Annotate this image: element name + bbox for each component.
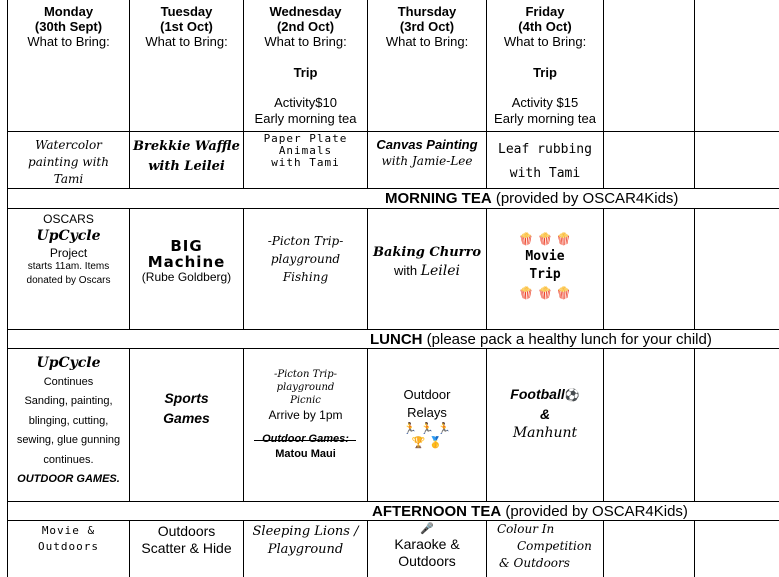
oscars-label: OSCARS xyxy=(43,212,94,226)
activity-line: with Tami xyxy=(509,166,581,181)
activity-line: -Picton Trip- xyxy=(274,369,337,380)
activity-monday-pm xyxy=(8,354,129,488)
activity-wednesday-mid xyxy=(244,232,367,286)
soccer-ball-icon: ⚽ xyxy=(564,388,580,402)
grid-line xyxy=(694,209,695,329)
project-label: Project xyxy=(49,246,88,260)
activity-tuesday-pm xyxy=(130,388,243,428)
machine-label: Machine xyxy=(147,253,226,271)
activity-monday-late xyxy=(8,523,129,555)
bring-label: What to Bring: xyxy=(27,34,110,49)
detail-line: donated by Oscars xyxy=(26,275,111,286)
detail-line: sewing, glue gunning xyxy=(16,434,121,446)
activity-line: with Tami xyxy=(271,156,340,169)
activity-tuesday-am xyxy=(130,137,243,177)
trip-label: Trip xyxy=(533,65,557,80)
activity-friday-late xyxy=(487,521,603,572)
band-subtitle: (please pack a healthy lunch for your child) xyxy=(426,331,712,348)
grid-line xyxy=(694,0,695,188)
grid-line xyxy=(694,520,695,577)
leader-name: Leilei xyxy=(420,263,461,279)
bring-label: What to Bring: xyxy=(503,34,587,49)
band-title: MORNING TEA xyxy=(385,190,492,207)
activity-line: Colour In xyxy=(497,522,555,536)
band-subtitle: (provided by OSCAR4Kids) xyxy=(495,190,679,207)
activity-tuesday-mid xyxy=(130,238,243,284)
activity-tuesday-late xyxy=(130,523,243,557)
upcycle-title: UpCycle xyxy=(36,228,101,244)
bring-label: What to Bring: xyxy=(145,34,228,49)
activity-line: Tami xyxy=(53,172,84,186)
activity-line: with Leilei xyxy=(148,159,225,174)
activity-thursday-late xyxy=(368,522,486,570)
day-name: Wednesday xyxy=(269,4,342,19)
early-tea-note: Early morning tea xyxy=(254,111,357,126)
detail-line: continues. xyxy=(43,453,94,466)
day-date: (30th Sept) xyxy=(34,19,103,34)
activity-line: Playground xyxy=(267,542,344,557)
grid-line xyxy=(7,131,779,132)
activity-line: Outdoors xyxy=(157,523,216,539)
detail-line: blinging, cutting, xyxy=(28,414,109,427)
activity-line: Outdoor xyxy=(403,387,451,402)
outdoor-games-label: OUTDOOR GAMES. xyxy=(17,473,120,485)
activity-wednesday-am xyxy=(244,133,367,169)
activity-line: Picnic xyxy=(290,395,321,406)
popcorn-icon: 🍿 🍿 🍿 xyxy=(518,232,572,246)
detail-line: Sanding, painting, xyxy=(24,395,113,407)
day-name: Tuesday xyxy=(160,4,213,19)
activity-line: with Jamie-Lee xyxy=(381,154,473,168)
grid-line xyxy=(7,329,779,330)
activity-friday-mid xyxy=(487,230,603,302)
activity-line: -Picton Trip- xyxy=(267,234,344,248)
grid-line xyxy=(7,348,779,349)
activity-friday-am xyxy=(487,138,603,186)
location-label: Matou Maui xyxy=(275,448,336,460)
activity-line: Leaf rubbing xyxy=(498,142,592,157)
activity-thursday-am xyxy=(368,136,486,170)
activity-wednesday-pm xyxy=(244,368,367,462)
activity-thursday-pm xyxy=(368,386,486,450)
activity-line: Outdoors xyxy=(398,553,456,569)
baking-title: Baking Churro xyxy=(372,245,482,260)
activity-monday-am xyxy=(8,137,129,188)
day-header-tuesday xyxy=(130,4,243,49)
activity-line: Movie & xyxy=(41,524,96,537)
morning-tea-band xyxy=(385,190,678,207)
grid-line xyxy=(7,520,779,521)
trophy-icon: 🏆 🥇 xyxy=(411,436,443,449)
grid-line xyxy=(7,501,779,502)
big-label: BIG xyxy=(170,238,203,255)
early-tea-note: Early morning tea xyxy=(494,111,596,126)
day-header-friday xyxy=(487,4,603,126)
activity-monday-mid xyxy=(8,212,129,288)
activity-line: Sleeping Lions / xyxy=(252,524,359,539)
activity-line: Scatter & Hide xyxy=(141,540,232,556)
activity-line: Relays xyxy=(407,405,447,420)
activity-line: Sports xyxy=(164,390,209,406)
activity-line: playground xyxy=(270,252,341,266)
bring-label: What to Bring: xyxy=(385,34,469,49)
day-header-thursday xyxy=(368,4,486,49)
activity-line: Outdoors xyxy=(38,540,99,553)
day-date: (1st Oct) xyxy=(160,19,213,34)
popcorn-icon: 🍿 🍿 🍿 xyxy=(518,286,572,300)
activity-cost: Activity $15 xyxy=(511,95,579,110)
runner-icon: 🏃 🏃 🏃 xyxy=(402,422,452,435)
day-header-wednesday xyxy=(244,4,367,126)
day-date: (3rd Oct) xyxy=(399,19,455,34)
activity-thursday-mid xyxy=(368,244,486,280)
activity-line: painting with xyxy=(28,155,109,169)
grid-line xyxy=(694,349,695,501)
grid-line xyxy=(7,188,779,189)
grid-line xyxy=(603,520,604,577)
football-label: Football xyxy=(510,386,565,402)
day-date: (4th Oct) xyxy=(518,19,572,34)
activity-line: Fishing xyxy=(282,270,329,284)
activity-line: Games xyxy=(163,410,210,426)
activity-cost: Activity$10 xyxy=(274,95,337,110)
activity-line: Watercolor xyxy=(35,138,102,152)
subtitle: (Rube Goldberg) xyxy=(141,270,232,284)
activity-friday-pm xyxy=(487,384,603,443)
activity-line: & Outdoors xyxy=(499,556,570,570)
activity-line: Competition xyxy=(517,539,592,553)
activity-line: Paper Plate xyxy=(263,133,348,145)
lunch-band xyxy=(370,331,712,348)
day-date: (2nd Oct) xyxy=(276,19,335,34)
band-title: AFTERNOON TEA xyxy=(372,503,502,520)
day-header-monday xyxy=(8,4,129,49)
afternoon-tea-band xyxy=(372,503,688,520)
continues-label: Continues xyxy=(43,376,94,388)
trip-label: Trip xyxy=(293,65,318,80)
movie-label: Movie xyxy=(525,249,565,264)
activity-wednesday-late xyxy=(244,523,367,559)
trip-label: Trip xyxy=(529,267,561,282)
detail-line: starts 11am. Items xyxy=(27,261,110,272)
day-name: Friday xyxy=(525,4,565,19)
activity-line: Karaoke & xyxy=(394,536,460,552)
activity-line: Brekkie Waffle xyxy=(133,139,240,154)
microphone-icon: 🎤 xyxy=(420,522,434,535)
band-subtitle: (provided by OSCAR4Kids) xyxy=(505,503,688,520)
bring-label: What to Bring: xyxy=(264,34,347,49)
outdoor-games-label: Outdoor Games: xyxy=(262,433,349,445)
ampersand: & xyxy=(539,406,551,422)
upcycle-title: UpCycle xyxy=(36,355,101,371)
manhunt-label: Manhunt xyxy=(512,425,578,441)
activity-line: Animals xyxy=(278,144,333,157)
grid-line xyxy=(603,349,604,501)
day-name: Monday xyxy=(43,4,94,19)
grid-line xyxy=(603,0,604,188)
with-label: with xyxy=(393,263,418,278)
activity-line: Canvas Painting xyxy=(376,137,478,152)
arrive-time: Arrive by 1pm xyxy=(268,408,343,422)
day-name: Thursday xyxy=(397,4,457,19)
band-title: LUNCH xyxy=(370,331,423,348)
grid-line xyxy=(603,209,604,329)
grid-line xyxy=(7,208,779,209)
activity-line: playground xyxy=(276,382,335,393)
grid-line xyxy=(7,0,8,577)
